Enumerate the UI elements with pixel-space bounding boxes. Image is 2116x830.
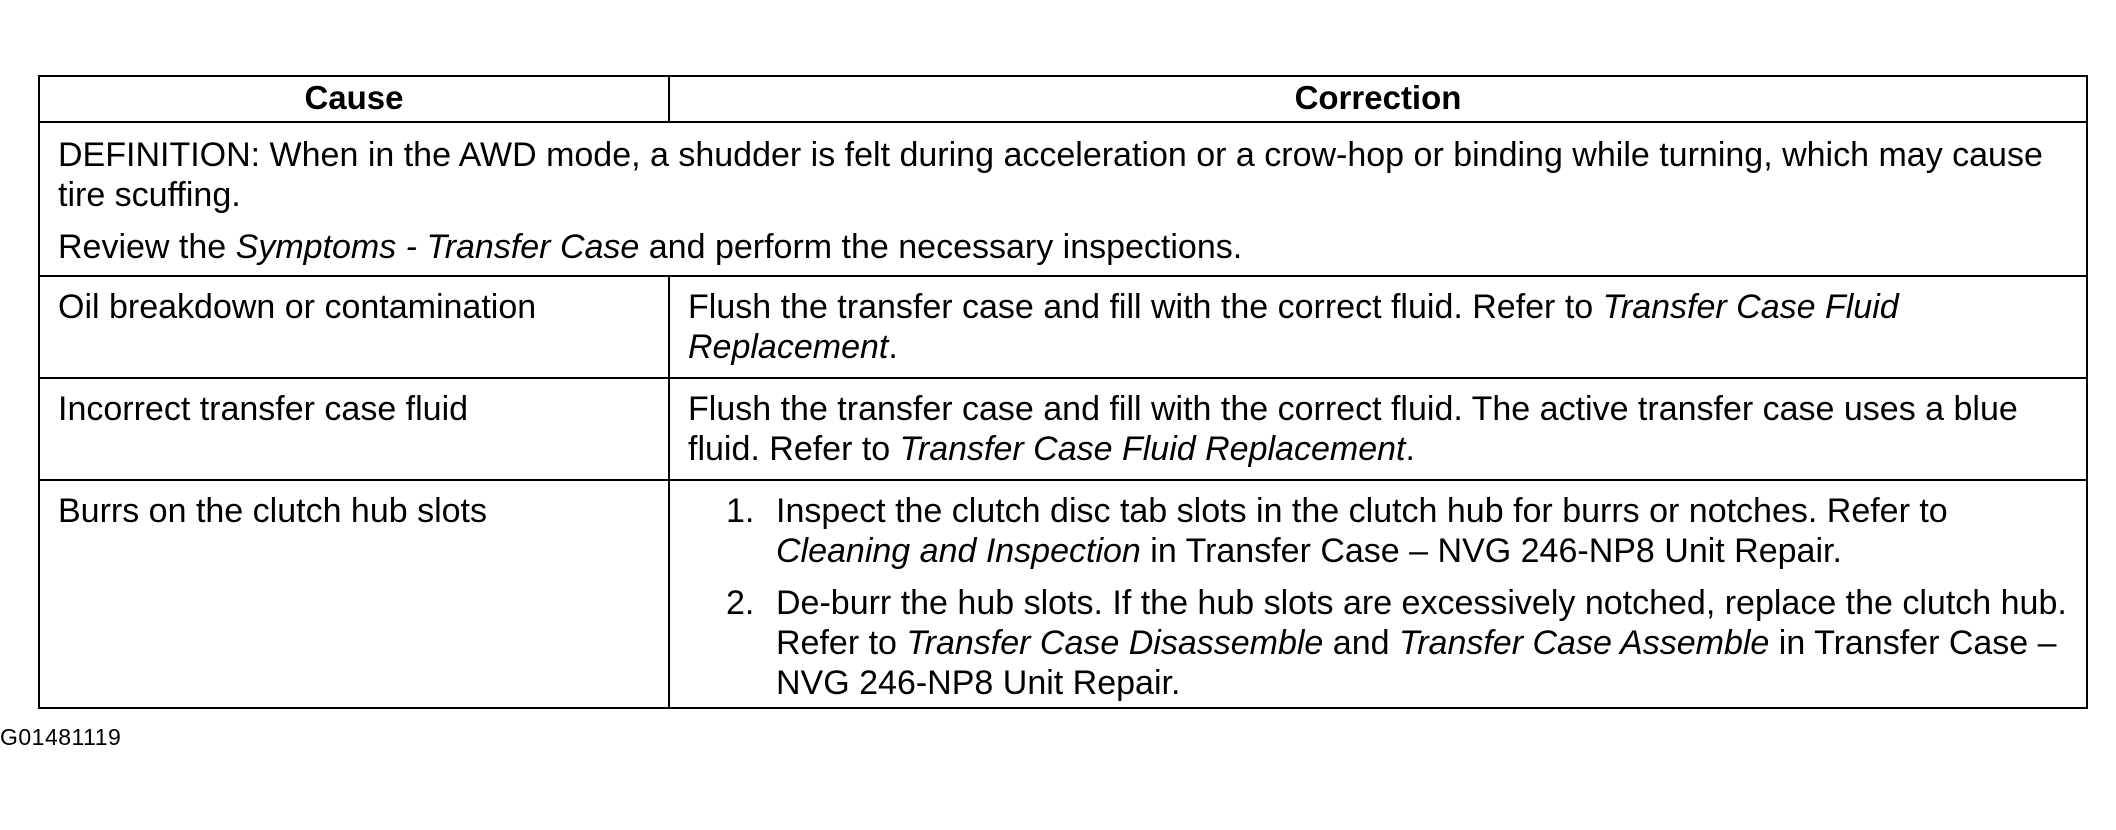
correction-text: Flush the transfer case and fill with the correct fluid. The active transfer case uses a blue fluid. Refer to xyxy=(688,390,2018,468)
cause-cell: Burrs on the clutch hub slots xyxy=(39,480,669,708)
step-prefix: De-burr the hub slots. If the hub slots are excessively notched, replace the clutch hub. Refer to xyxy=(776,584,2067,662)
step-reference: Transfer Case Disassemble xyxy=(906,624,1324,662)
header-cause: Cause xyxy=(39,76,669,122)
table-row xyxy=(39,480,2087,708)
table-row xyxy=(39,276,2087,378)
header-correction: Correction xyxy=(669,76,2087,122)
step-number: 1. xyxy=(726,492,755,530)
step-text xyxy=(776,491,2070,571)
step-suffix: in Transfer Case – NVG 246-NP8 Unit Repair. xyxy=(776,624,2057,702)
list-item xyxy=(726,583,2070,703)
diagnostic-table xyxy=(38,75,2088,709)
correction-steps xyxy=(688,491,2070,703)
definition-row xyxy=(39,122,2087,276)
cause-cell: Incorrect transfer case fluid xyxy=(39,378,669,480)
correction-text: Flush the transfer case and fill with the correct fluid. Refer to xyxy=(688,288,1603,326)
review-suffix: and perform the necessary inspections. xyxy=(639,228,1243,266)
step-reference: Cleaning and Inspection xyxy=(776,532,1141,570)
correction-reference: Transfer Case Fluid Replacement xyxy=(688,288,1899,366)
step-prefix: Inspect the clutch disc tab slots in the clutch hub for burrs or notches. Refer to xyxy=(776,492,1948,530)
table-row xyxy=(39,378,2087,480)
header-row xyxy=(39,76,2087,122)
list-item xyxy=(726,491,2070,571)
step-number: 2. xyxy=(726,584,755,622)
correction-reference: Transfer Case Fluid Replacement xyxy=(899,430,1406,468)
correction-cell xyxy=(669,480,2087,708)
definition-text: DEFINITION: When in the AWD mode, a shudder is felt during acceleration or a crow-hop or binding while turning, which may cause tire scuffing. xyxy=(58,136,2043,214)
definition-cell xyxy=(39,122,2087,276)
cause-cell: Oil breakdown or contamination xyxy=(39,276,669,378)
symptoms-reference: Symptoms - Transfer Case xyxy=(235,228,640,266)
step-text xyxy=(776,583,2070,703)
step-mid: and xyxy=(1323,624,1399,662)
correction-cell xyxy=(669,378,2087,480)
correction-suffix: . xyxy=(888,328,898,366)
step-suffix: in Transfer Case – NVG 246-NP8 Unit Repair. xyxy=(1140,532,1842,570)
figure-id: G01481119 xyxy=(0,724,122,750)
correction-cell xyxy=(669,276,2087,378)
step-reference: Transfer Case Assemble xyxy=(1398,624,1770,662)
review-prefix: Review the xyxy=(58,228,236,266)
correction-suffix: . xyxy=(1405,430,1415,468)
review-text xyxy=(58,227,2070,267)
